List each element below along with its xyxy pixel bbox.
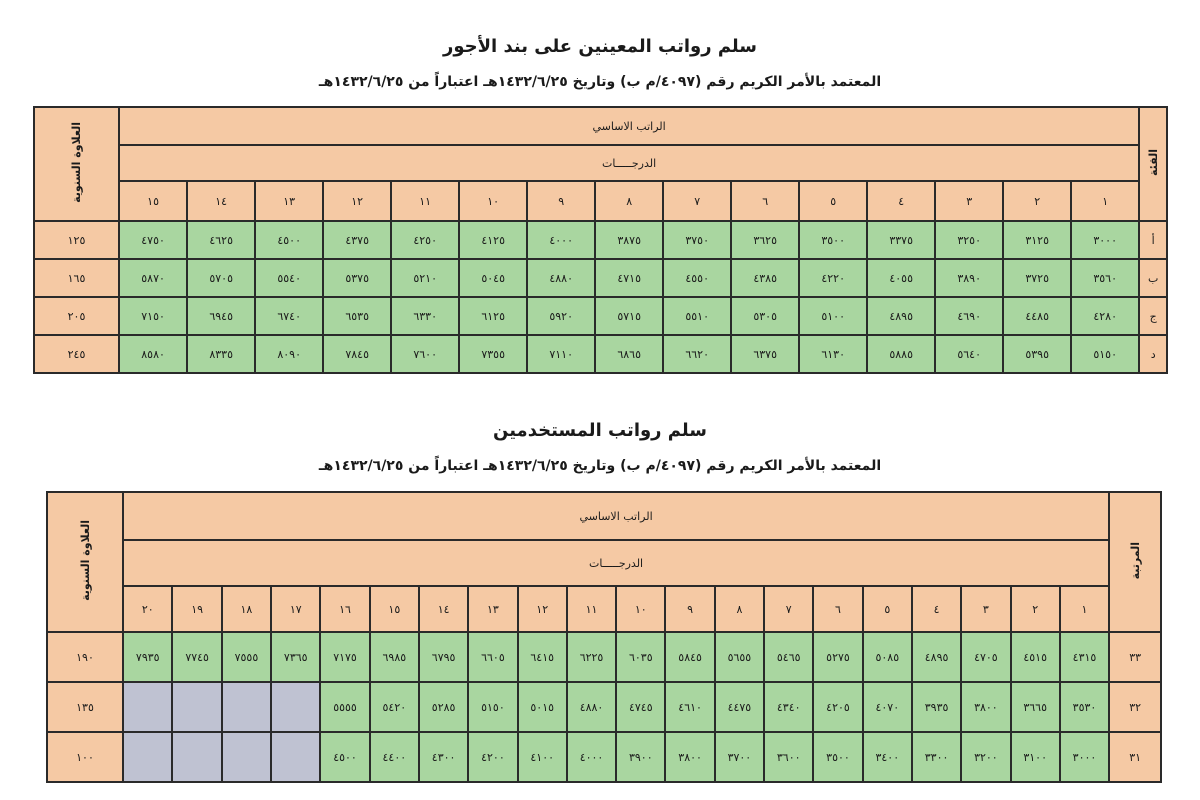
salary-cell: ٤٦٢٥ — [187, 221, 255, 259]
salary-cell: ٤٢٥٠ — [391, 221, 459, 259]
salary-cell: ٣٠٠٠ — [1060, 732, 1109, 782]
salary-cell: ٥٠٨٥ — [863, 632, 912, 682]
salary-cell: ٦٧٤٠ — [255, 297, 323, 335]
salary-cell: ٧١٥٠ — [119, 297, 187, 335]
salary-cell: ٤٢٠٠ — [468, 732, 517, 782]
salary-cell: ٦٦٢٠ — [663, 335, 731, 373]
salary-cell: ٣٥٦٠ — [1071, 259, 1139, 297]
salary-cell: ٦٤١٥ — [518, 632, 567, 682]
grade-number: ١٢ — [323, 181, 391, 221]
salary-cell: ٥٢٧٥ — [813, 632, 862, 682]
salary-cell: ٥٢٨٥ — [419, 682, 468, 732]
grade-number: ١٤ — [419, 586, 468, 632]
grade-number: ١٧ — [271, 586, 320, 632]
grade-number: ١٠ — [459, 181, 527, 221]
salary-cell: ٤٨٩٥ — [912, 632, 961, 682]
salary-cell: ٦٣٣٠ — [391, 297, 459, 335]
row-label: د — [1139, 335, 1167, 373]
increment-value: ٢٤٥ — [34, 335, 119, 373]
salary-cell: ٣٩٣٥ — [912, 682, 961, 732]
salary-cell: ٤٧٠٥ — [961, 632, 1010, 682]
basic-salary-header: الراتب الاساسي — [123, 492, 1109, 540]
salary-cell: ٥٤٢٠ — [370, 682, 419, 732]
salary-cell: ٦٥٣٥ — [323, 297, 391, 335]
table-row — [34, 259, 1167, 297]
salary-cell: ٧٣٦٥ — [271, 632, 320, 682]
salary-cell: ٣٣٧٥ — [867, 221, 935, 259]
table-row — [34, 297, 1167, 335]
empty-cell — [271, 682, 320, 732]
empty-cell — [271, 732, 320, 782]
empty-cell — [222, 732, 271, 782]
table-row — [34, 335, 1167, 373]
grade-number: ١٢ — [518, 586, 567, 632]
salary-cell: ٤٠٠٠ — [527, 221, 595, 259]
salary-cell: ٤٥١٥ — [1011, 632, 1060, 682]
salary-cell: ٧١١٠ — [527, 335, 595, 373]
grade-number: ٢ — [1003, 181, 1071, 221]
table2-title: سلم رواتب المستخدمين — [493, 420, 707, 441]
grade-number: ٦ — [813, 586, 862, 632]
header-row-grade-numbers — [47, 586, 1161, 632]
salary-cell: ٤٣٤٠ — [764, 682, 813, 732]
salary-cell: ٤٨٨٠ — [567, 682, 616, 732]
grade-number: ٨ — [715, 586, 764, 632]
annual-increment-header-text: العلاوة السنوية — [70, 122, 83, 203]
salary-cell: ٤٧٤٥ — [616, 682, 665, 732]
grade-number: ١٥ — [370, 586, 419, 632]
salary-cell: ٣١٢٥ — [1003, 221, 1071, 259]
salary-cell: ٤٠٥٥ — [867, 259, 935, 297]
table-row — [47, 632, 1161, 682]
salary-cell: ٧٣٥٥ — [459, 335, 527, 373]
salary-cell: ٥٢١٠ — [391, 259, 459, 297]
grades-header: الدرجـــــات — [123, 540, 1109, 586]
salary-cell: ٤٧١٥ — [595, 259, 663, 297]
row-label-header-text: المرتبة — [1128, 541, 1142, 580]
grade-number: ١٣ — [255, 181, 323, 221]
salary-cell: ٦٧٩٥ — [419, 632, 468, 682]
grade-number: ١٥ — [119, 181, 187, 221]
grade-number: ١٤ — [187, 181, 255, 221]
empty-cell — [172, 682, 221, 732]
salary-cell: ٥٠٤٥ — [459, 259, 527, 297]
salary-cell: ٣٩٠٠ — [616, 732, 665, 782]
salary-cell: ٥٨٤٥ — [665, 632, 714, 682]
salary-cell: ٣٢٥٠ — [935, 221, 1003, 259]
grade-number: ٩ — [527, 181, 595, 221]
salary-cell: ٤٢٠٥ — [813, 682, 862, 732]
salary-cell: ٨٥٨٠ — [119, 335, 187, 373]
empty-cell — [222, 682, 271, 732]
grade-number: ٥ — [799, 181, 867, 221]
salary-cell: ٦٩٤٥ — [187, 297, 255, 335]
salary-cell: ٤٧٥٠ — [119, 221, 187, 259]
salary-cell: ٦٨٦٥ — [595, 335, 663, 373]
increment-value: ١٦٥ — [34, 259, 119, 297]
row-label-header — [1139, 107, 1167, 221]
salary-cell: ٥٦٥٥ — [715, 632, 764, 682]
salary-cell: ٥٣٠٥ — [731, 297, 799, 335]
salary-cell: ٣٧٠٠ — [715, 732, 764, 782]
salary-cell: ٤٨٨٠ — [527, 259, 595, 297]
grade-number: ١ — [1071, 181, 1139, 221]
salary-cell: ٣٢٠٠ — [961, 732, 1010, 782]
salary-cell: ٣٥٠٠ — [799, 221, 867, 259]
grade-number: ١١ — [567, 586, 616, 632]
salary-cell: ٦٢٢٥ — [567, 632, 616, 682]
empty-cell — [172, 732, 221, 782]
row-label: ج — [1139, 297, 1167, 335]
row-label: ٣٣ — [1109, 632, 1161, 682]
salary-cell: ٧٨٤٥ — [323, 335, 391, 373]
increment-value: ٢٠٥ — [34, 297, 119, 335]
annual-increment-header-text: العلاوة السنوية — [78, 520, 92, 601]
header-row-grades — [34, 145, 1167, 181]
grade-number: ١٨ — [222, 586, 271, 632]
salary-cell: ٤٥٠٠ — [255, 221, 323, 259]
salary-cell: ٥٦٤٠ — [935, 335, 1003, 373]
grade-number: ٢٠ — [123, 586, 172, 632]
salary-cell: ٣٦٠٠ — [764, 732, 813, 782]
grade-number: ٢ — [1011, 586, 1060, 632]
salary-cell: ٣٤٠٠ — [863, 732, 912, 782]
salary-cell: ٧٦٠٠ — [391, 335, 459, 373]
salary-cell: ٣٦٢٥ — [731, 221, 799, 259]
increment-value: ١٣٥ — [47, 682, 123, 732]
header-row-grades — [47, 540, 1161, 586]
grade-number: ٥ — [863, 586, 912, 632]
salary-cell: ٣٧٥٠ — [663, 221, 731, 259]
basic-salary-header: الراتب الاساسي — [119, 107, 1139, 145]
salary-cell: ٤٠٧٠ — [863, 682, 912, 732]
salary-cell: ٤٣٧٥ — [323, 221, 391, 259]
table1-subtitle: المعتمد بالأمر الكريم رقم (٤٠٩٧/م ب) وتاريخ ١٤٣٢/٦/٢٥هـ اعتباراً من ١٤٣٢/٦/٢٥هـ — [318, 74, 882, 90]
salary-cell: ٥٥١٠ — [663, 297, 731, 335]
salary-cell: ٥١٥٠ — [468, 682, 517, 732]
salary-cell: ٤٤٧٥ — [715, 682, 764, 732]
salary-cell: ٤١٠٠ — [518, 732, 567, 782]
row-label-header-text: الفئة — [1146, 149, 1160, 176]
table2-subtitle: المعتمد بالأمر الكريم رقم (٤٠٩٧/م ب) وتاريخ ١٤٣٢/٦/٢٥هـ اعتباراً من ١٤٣٢/٦/٢٥هـ — [318, 458, 882, 474]
salary-cell: ٤٠٠٠ — [567, 732, 616, 782]
wages-salary-table — [33, 106, 1168, 374]
salary-cell: ٣٨٠٠ — [665, 732, 714, 782]
salary-cell: ٨٣٣٥ — [187, 335, 255, 373]
grade-number: ٤ — [867, 181, 935, 221]
grade-number: ٤ — [912, 586, 961, 632]
header-row-grade-numbers — [34, 181, 1167, 221]
employees-salary-table — [46, 491, 1162, 783]
salary-cell: ٦١٢٥ — [459, 297, 527, 335]
grade-number: ٨ — [595, 181, 663, 221]
salary-cell: ٥١٥٠ — [1071, 335, 1139, 373]
grades-header: الدرجـــــات — [119, 145, 1139, 181]
salary-cell: ٦١٣٠ — [799, 335, 867, 373]
salary-cell: ٤٨٩٥ — [867, 297, 935, 335]
grade-number: ٣ — [935, 181, 1003, 221]
salary-cell: ٥٥٥٥ — [320, 682, 369, 732]
salary-cell: ٥٧١٥ — [595, 297, 663, 335]
grade-number: ١٣ — [468, 586, 517, 632]
table-row — [47, 732, 1161, 782]
salary-cell: ٥٣٧٥ — [323, 259, 391, 297]
increment-value: ١٩٠ — [47, 632, 123, 682]
salary-cell: ٥٥٤٠ — [255, 259, 323, 297]
salary-cell: ٤٦٩٠ — [935, 297, 1003, 335]
salary-cell: ٧٥٥٥ — [222, 632, 271, 682]
table-row — [34, 221, 1167, 259]
row-label-header — [1109, 492, 1161, 632]
row-label: ب — [1139, 259, 1167, 297]
salary-cell: ٦٦٠٥ — [468, 632, 517, 682]
salary-cell: ٥٣٩٥ — [1003, 335, 1071, 373]
salary-cell: ٥٠١٥ — [518, 682, 567, 732]
increment-value: ١٢٥ — [34, 221, 119, 259]
salary-cell: ٣١٠٠ — [1011, 732, 1060, 782]
header-row-basic — [47, 492, 1161, 540]
salary-cell: ٣٦٦٥ — [1011, 682, 1060, 732]
grade-number: ٦ — [731, 181, 799, 221]
salary-cell: ٤٥٥٠ — [663, 259, 731, 297]
grade-number: ١٦ — [320, 586, 369, 632]
salary-cell: ٧٧٤٥ — [172, 632, 221, 682]
salary-cell: ٤١٢٥ — [459, 221, 527, 259]
salary-cell: ٦٠٣٥ — [616, 632, 665, 682]
salary-cell: ٨٠٩٠ — [255, 335, 323, 373]
row-label: أ — [1139, 221, 1167, 259]
grade-number: ٧ — [663, 181, 731, 221]
grade-number: ٩ — [665, 586, 714, 632]
grade-number: ١١ — [391, 181, 459, 221]
salary-cell: ٥٤٦٥ — [764, 632, 813, 682]
row-label: ٣١ — [1109, 732, 1161, 782]
grade-number: ١ — [1060, 586, 1109, 632]
salary-cell: ٧٩٣٥ — [123, 632, 172, 682]
increment-value: ١٠٠ — [47, 732, 123, 782]
salary-cell: ٤٥٠٠ — [320, 732, 369, 782]
salary-cell: ٣٨٩٠ — [935, 259, 1003, 297]
salary-cell: ٣٠٠٠ — [1071, 221, 1139, 259]
salary-cell: ٥٩٢٠ — [527, 297, 595, 335]
salary-cell: ٤٣١٥ — [1060, 632, 1109, 682]
salary-cell: ٧١٧٥ — [320, 632, 369, 682]
salary-cell: ٣٥٣٠ — [1060, 682, 1109, 732]
salary-cell: ٥٧٠٥ — [187, 259, 255, 297]
table1-title: سلم رواتب المعينين على بند الأجور — [443, 36, 757, 57]
salary-cell: ٣٥٠٠ — [813, 732, 862, 782]
header-row-basic — [34, 107, 1167, 145]
grade-number: ٣ — [961, 586, 1010, 632]
salary-cell: ٥٨٨٥ — [867, 335, 935, 373]
salary-cell: ٥١٠٠ — [799, 297, 867, 335]
salary-cell: ٣٣٠٠ — [912, 732, 961, 782]
salary-cell: ٤٤٠٠ — [370, 732, 419, 782]
salary-cell: ٤٢٨٠ — [1071, 297, 1139, 335]
salary-cell: ٦٩٨٥ — [370, 632, 419, 682]
annual-increment-header — [47, 492, 123, 632]
empty-cell — [123, 732, 172, 782]
salary-cell: ٣٨٧٥ — [595, 221, 663, 259]
salary-cell: ٥٨٧٠ — [119, 259, 187, 297]
grade-number: ٧ — [764, 586, 813, 632]
salary-cell: ٤٦١٠ — [665, 682, 714, 732]
salary-cell: ٣٨٠٠ — [961, 682, 1010, 732]
row-label: ٣٢ — [1109, 682, 1161, 732]
salary-cell: ٤٣٠٠ — [419, 732, 468, 782]
annual-increment-header — [34, 107, 119, 221]
salary-cell: ٤٤٨٥ — [1003, 297, 1071, 335]
salary-cell: ٤٢٢٠ — [799, 259, 867, 297]
empty-cell — [123, 682, 172, 732]
table-row — [47, 682, 1161, 732]
salary-cell: ٤٣٨٥ — [731, 259, 799, 297]
salary-cell: ٣٧٢٥ — [1003, 259, 1071, 297]
grade-number: ١٠ — [616, 586, 665, 632]
salary-cell: ٦٣٧٥ — [731, 335, 799, 373]
grade-number: ١٩ — [172, 586, 221, 632]
